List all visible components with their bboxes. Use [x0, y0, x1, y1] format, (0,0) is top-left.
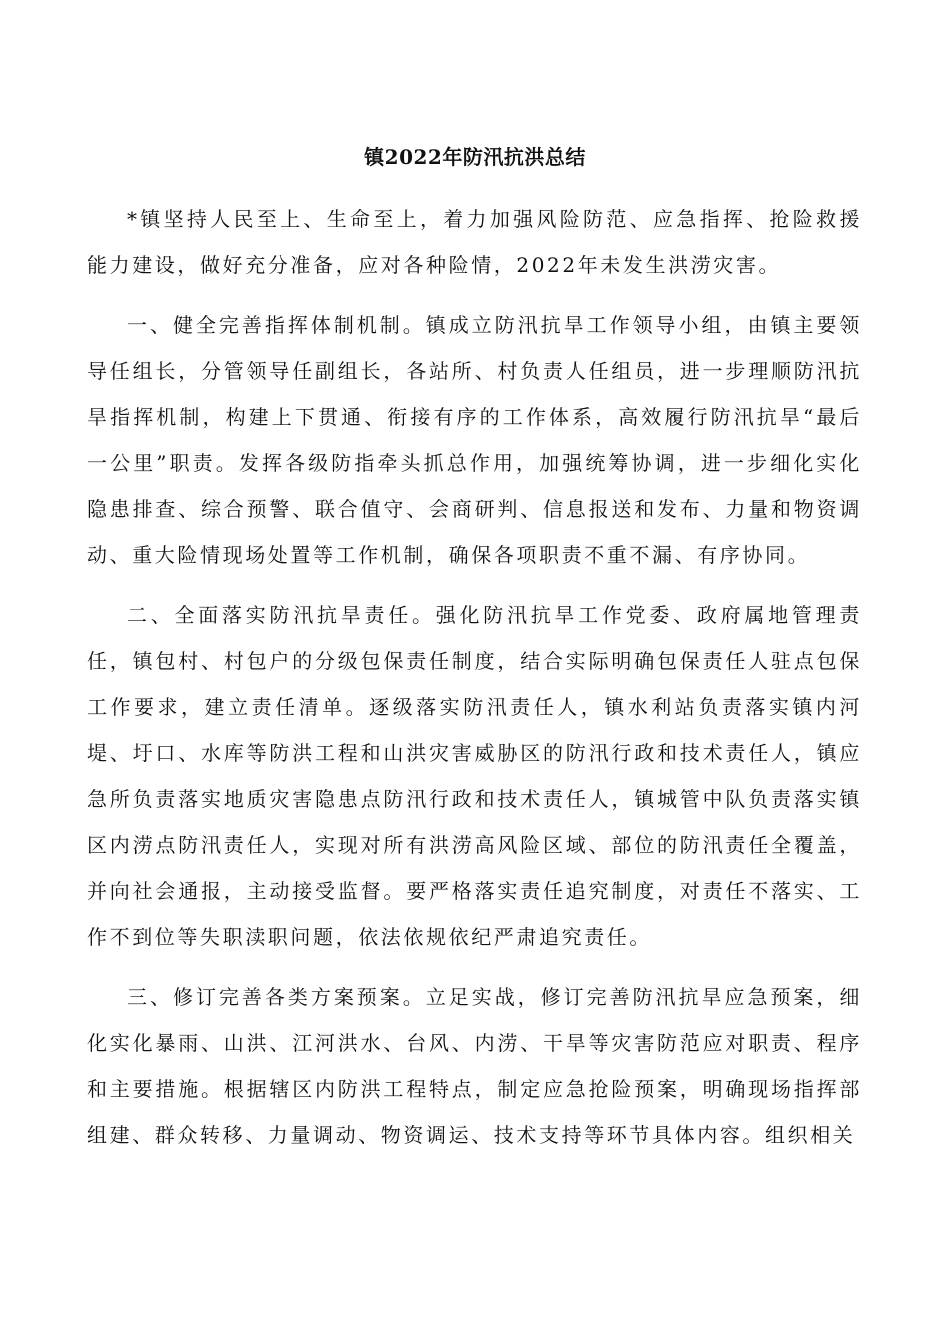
document-title: 镇2022年防汛抗洪总结: [364, 145, 586, 169]
paragraph-section-1: 一、健全完善指挥体制机制。镇成立防汛抗旱工作领导小组，由镇主要领导任组长，分管领导任副组长，各站所、村负责人任组员，进一步理顺防汛抗旱指挥机制，构建上下贯通、衔接有序的工作体系，高效履行防汛抗旱“最后一公里”职责。发挥各级防指牵头抓总作用，加强统筹协调，进一步细化实化隐患排查、综合预警、联合值守、会商研判、信息报送和发布、力量和物资调动、重大险情现场处置等工作机制，确保各项职责不重不漏、有序协同。: [87, 313, 862, 567]
paragraph-intro: *镇坚持人民至上、生命至上，着力加强风险防范、应急指挥、抢险救援能力建设，做好充分准备，应对各种险情，2022年未发生洪涝灾害。: [87, 207, 862, 277]
paragraph-section-2: 二、全面落实防汛抗旱责任。强化防汛抗旱工作党委、政府属地管理责任，镇包村、村包户的分级包保责任制度，结合实际明确包保责任人驻点包保工作要求，建立责任清单。逐级落实防汛责任人，镇水利站负责落实镇内河堤、圩口、水库等防洪工程和山洪灾害威胁区的防汛行政和技术责任人，镇应急所负责落实地质灾害隐患点防汛行政和技术责任人，镇城管中队负责落实镇区内涝点防汛责任人，实现对所有洪涝高风险区域、部位的防汛责任全覆盖，并向社会通报，主动接受监督。要严格落实责任追究制度，对责任不落实、工作不到位等失职渎职问题，依法依规依纪严肃追究责任。: [87, 603, 862, 949]
document-body: [87, 196, 862, 1158]
paragraph-section-3: 三、修订完善各类方案预案。立足实战，修订完善防汛抗旱应急预案，细化实化暴雨、山洪、江河洪水、台风、内涝、干旱等灾害防范应对职责、程序和主要措施。根据辖区内防洪工程特点，制定应急抢险预案，明确现场指挥部组建、群众转移、力量调动、物资调运、技术支持等环节具体内容。组织相关: [87, 985, 862, 1147]
